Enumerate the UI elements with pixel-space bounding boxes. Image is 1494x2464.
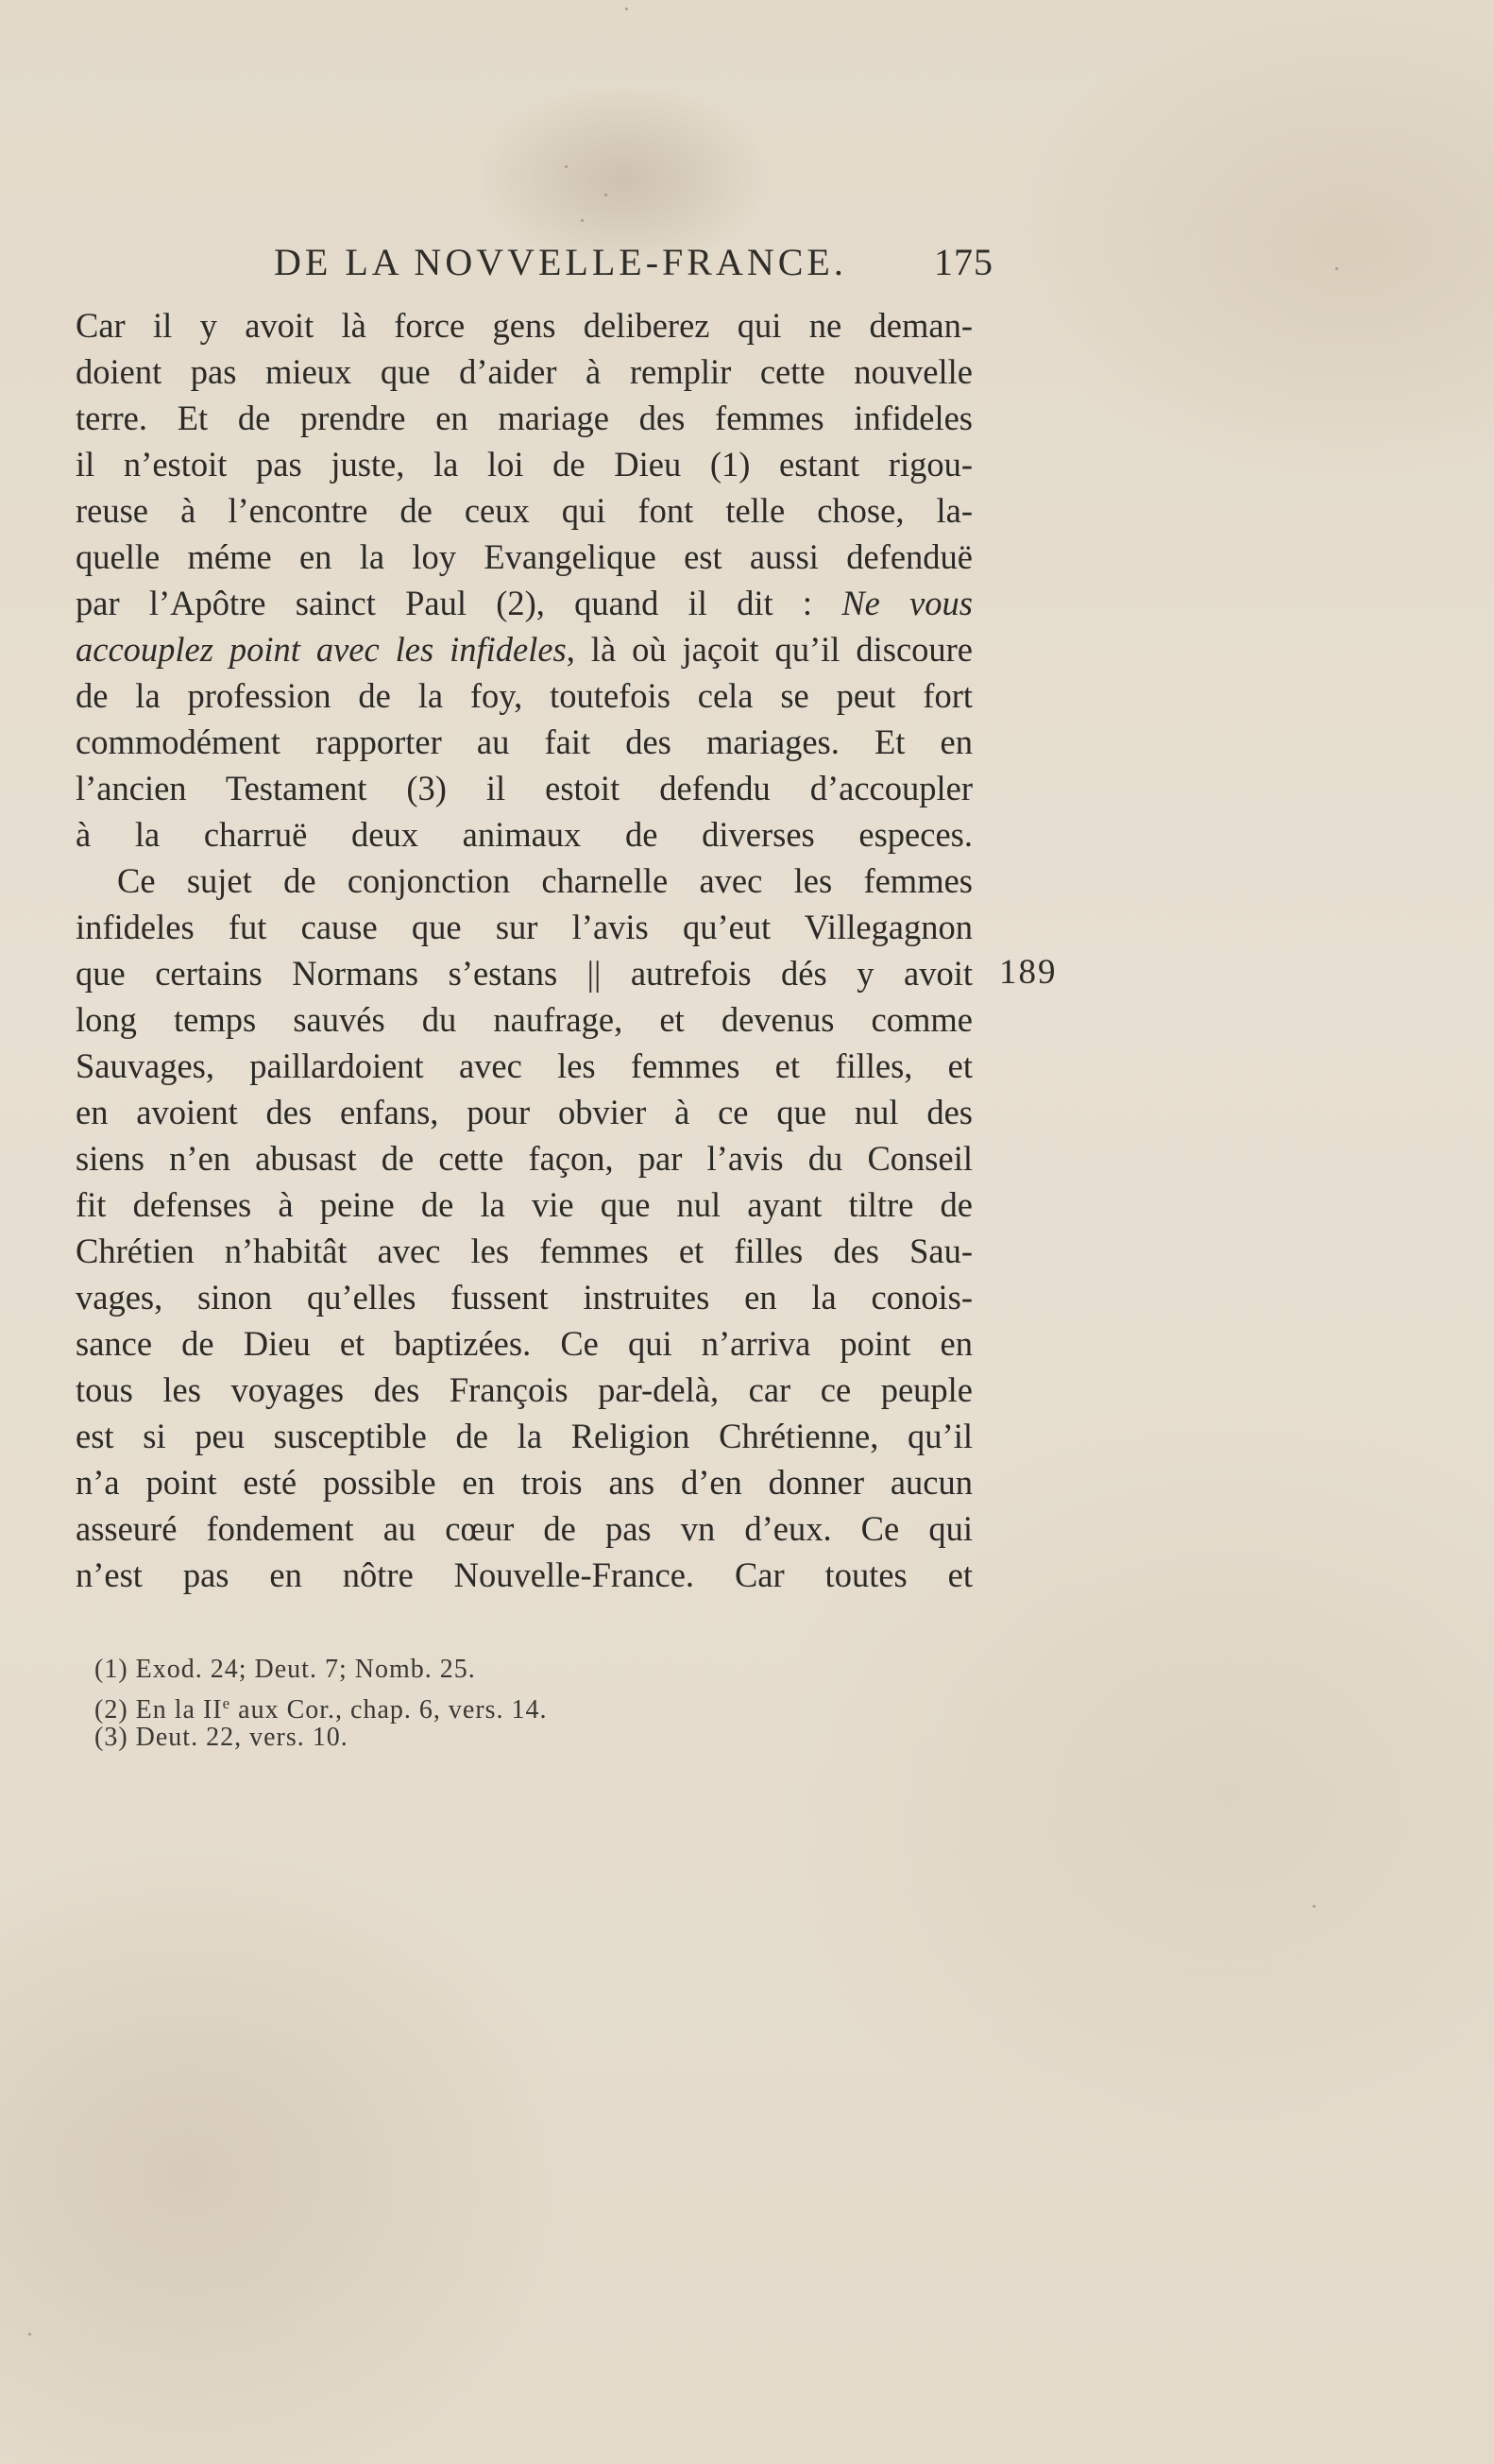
text-line	[76, 719, 973, 765]
text-segment: n’a point esté possible en trois ans d’en donner aucun	[76, 1463, 973, 1502]
footnotes	[94, 1653, 755, 1755]
text-segment: commodément rapporter au fait des mariages. Et en	[76, 722, 973, 761]
text-line	[76, 534, 973, 580]
text-segment: que certains Normans s’estans || autrefois dés y avoit	[76, 954, 973, 993]
text-segment: reuse à l’encontre de ceux qui font telle chose, la-	[76, 491, 973, 530]
text-line	[76, 302, 973, 348]
footnote	[94, 1687, 755, 1725]
paper-speck	[1335, 267, 1338, 270]
text-segment: vages, sinon qu’elles fussent instruites en la conois-	[76, 1278, 973, 1317]
running-title: DE LA NOVVELLE-FRANCE.	[274, 241, 847, 283]
text-segment: terre. Et de prendre en mariage des femmes infideles	[76, 399, 973, 437]
text-segment: Ce sujet de conjonction charnelle avec les femmes	[117, 861, 973, 900]
text-segment: siens n’en abusast de cette façon, par l’avis du Conseil	[76, 1139, 973, 1178]
text-line	[76, 395, 973, 441]
text-segment: Sauvages, paillardoient avec les femmes et filles, et	[76, 1046, 973, 1085]
text-line	[76, 1043, 973, 1089]
text-segment: il n’estoit pas juste, la loi de Dieu (1) estant rigou-	[76, 445, 973, 484]
text-line	[76, 1274, 973, 1320]
text-line	[76, 950, 973, 996]
paper-speck	[581, 219, 584, 222]
text-line	[76, 1459, 973, 1505]
text-segment: n’est pas en nôtre Nouvelle-France. Car toutes et	[76, 1555, 973, 1594]
text-segment: Car il y avoit là force gens deliberez qui ne deman-	[76, 306, 973, 345]
text-segment: quelle méme en la loy Evangelique est aussi defenduë	[76, 537, 973, 576]
italic-text: accouplez point avec les infideles	[76, 630, 567, 669]
text-line	[76, 1552, 973, 1598]
text-segment: , là où jaçoit qu’il discoure	[566, 630, 973, 669]
text-line	[76, 672, 973, 719]
text-line	[76, 1228, 973, 1274]
paper-speck	[565, 165, 568, 168]
text-segment: Chrétien n’habitât avec les femmes et filles des Sau-	[76, 1232, 973, 1270]
text-line	[76, 1367, 973, 1413]
text-segment: sance de Dieu et baptizées. Ce qui n’arriva point en	[76, 1324, 973, 1363]
page-number: 175	[934, 241, 993, 283]
text-segment: de la profession de la foy, toutefois cela se peut fort	[76, 676, 973, 715]
footnote-text: (1) Exod. 24; Deut. 7; Nomb. 25.	[94, 1655, 476, 1684]
text-line	[76, 1181, 973, 1228]
text-line	[76, 811, 973, 858]
margin-page-reference: 189	[999, 953, 1058, 992]
text-segment: à la charruë deux animaux de diverses especes.	[76, 815, 973, 854]
text-segment: l’ancien Testament (3) il estoit defendu d’accoupler	[76, 769, 973, 807]
text-segment: fit defenses à peine de la vie que nul ayant tiltre de	[76, 1185, 973, 1224]
text-line	[76, 580, 973, 626]
text-segment: long temps sauvés du naufrage, et devenus comme	[76, 1000, 973, 1039]
footnote-text: (3) Deut. 22, vers. 10.	[94, 1723, 348, 1752]
text-segment: par l’Apôtre sainct Paul (2), quand il dit :	[76, 584, 842, 622]
text-line	[76, 858, 973, 904]
footnote-text: (2) En la II	[94, 1695, 223, 1725]
text-line	[76, 1413, 973, 1459]
text-line	[76, 487, 973, 534]
text-segment: asseuré fondement au cœur de pas vn d’eux. Ce qui	[76, 1509, 973, 1548]
text-segment: doient pas mieux que d’aider à remplir cette nouvelle	[76, 352, 973, 391]
paper-speck	[625, 8, 628, 10]
paper-speck	[604, 194, 607, 196]
text-line	[76, 996, 973, 1043]
text-line	[76, 1320, 973, 1367]
text-line	[76, 348, 973, 395]
paper-speck	[1313, 1905, 1316, 1908]
paper-speck	[28, 2333, 31, 2336]
text-line	[76, 904, 973, 950]
text-segment: tous les voyages des François par-delà, car ce peuple	[76, 1370, 973, 1409]
text-segment: infideles fut cause que sur l’avis qu’eut Villegagnon	[76, 908, 973, 946]
footnote	[94, 1721, 755, 1755]
text-segment: est si peu susceptible de la Religion Chrétienne, qu’il	[76, 1417, 973, 1455]
footnote-superscript: e	[222, 1694, 231, 1712]
text-line	[76, 1135, 973, 1181]
text-line	[76, 441, 973, 487]
running-header	[274, 240, 993, 293]
text-line	[76, 1505, 973, 1552]
text-line	[76, 1089, 973, 1135]
text-line	[76, 626, 973, 672]
footnote	[94, 1653, 755, 1687]
italic-text: Ne vous	[841, 584, 973, 622]
text-line	[76, 765, 973, 811]
body-text	[76, 302, 973, 1598]
footnote-text: aux Cor., chap. 6, vers. 14.	[230, 1695, 548, 1725]
text-segment: en avoient des enfans, pour obvier à ce que nul des	[76, 1093, 973, 1131]
